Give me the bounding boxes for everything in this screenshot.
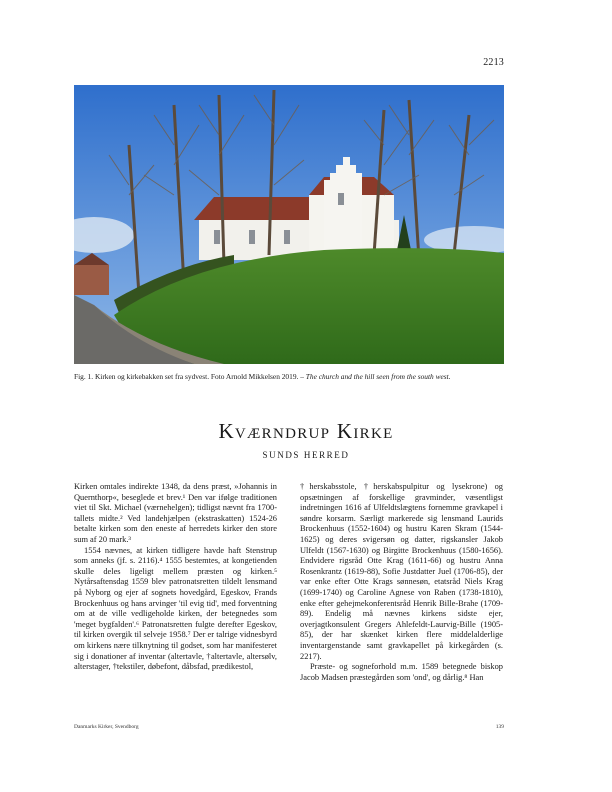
paragraph: Præste- og sogneforhold m.m. 1589 betegnede biskop Jacob Madsen præstegården som 'ond', og dårlig.⁸ Han (300, 662, 503, 682)
paragraph: Kirken omtales indirekte 1348, da dens præst, »Johannis in Quernthorp«, beseglede et brev.¹ Den var ifølge traditionen viet til Skt. Michael (værnehelgen); tidligst nævnt fra 1700-tallets midte.² Ved landehjælpen (ekstraskatten) 1524-26 betalte kirken som den eneste af herredets kirker den store sum af 20 mark.³ (74, 482, 277, 544)
page-number: 2213 (483, 57, 504, 68)
caption-translation: The church and the hill seen from the south west. (305, 372, 451, 381)
footer-page-number: 139 (495, 724, 504, 730)
page-subtitle: SUNDS HERRED (262, 450, 350, 460)
paragraph: †herskabsstole, †herskabspulpitur og lysekrone) og opsætningen af forskellige gravminder, væsentligst indretningen 1616 af Ulfeldtslægtens fornemme gravkapel i søndre korsarm. Særligt markerede sig lensmand Laurids Brockenhuus (1552-1604) og hustru Karen Skram (1544-1625) og deres svigersøn og datter, rigskansler Jakob Ulfeldt (1567-1630) og Birgitte Brockenhuus (1580-1656). Endvidere rigsråd Otte Krag (1611-66) og hustru Anna Rosenkrantz (1619-88), Sofie Justdatter Juel (1706-85), der var enke efter Otte Krags sønnesøn, etatsråd Niels Krag (1699-1740) og Caroline Agnese von Raben (1738-1810), enke efter gehejmekonferentsråd Henrik Bille-Brahe (1709-89). Endelig må nævnes kirkens sidste ejer, overjagtkonsulent Gregers Ahlefeldt-Laurvig-Bille (1905-85), der har skænket kirken flere middelalderlige inventargenstande samt gravkapellet på kirkegården (s. 2217). (300, 482, 503, 661)
figure-caption (74, 372, 504, 381)
church-photo (74, 85, 504, 364)
right-column (300, 482, 503, 683)
caption-text: Fig. 1. Kirken og kirkebakken set fra sydvest. Foto Arnold Mikkelsen 2019. – (74, 372, 306, 381)
footer-publication: Danmarks Kirker, Svendborg (74, 724, 139, 730)
page-title: Kværndrup Kirke (218, 419, 394, 443)
paragraph: 1554 nævnes, at kirken tidligere havde haft Stenstrup som anneks (jf. s. 2116).⁴ 1555 bestemtes, at kongetienden skulle deles ligeligt mellem præsten og kirken.⁵ Nytårsaftensdag 1559 blev patronatsretten tildelt lensmand på Nyborg og ejer af sognets hovedgård, Egeskov, Frands Brockenhuus og hans arvinger 'til evig tid', med forventning om at de ville vedligeholde kirken, der betegnedes som 'meget bygfalden'.⁶ Patronatsretten fulgte derefter Egeskov, til kirken overgik til selveje 1958.⁷ Der er talrige vidnesbyrd om kirkens nære tilknytning til godset, som har manifesteret sig i donationer af inventar (altertavle, †altertavle, altersølv, alterstager, †tekstiler, døbefont, dåbsfad, prædikestol, (74, 545, 277, 672)
left-column (74, 482, 277, 673)
